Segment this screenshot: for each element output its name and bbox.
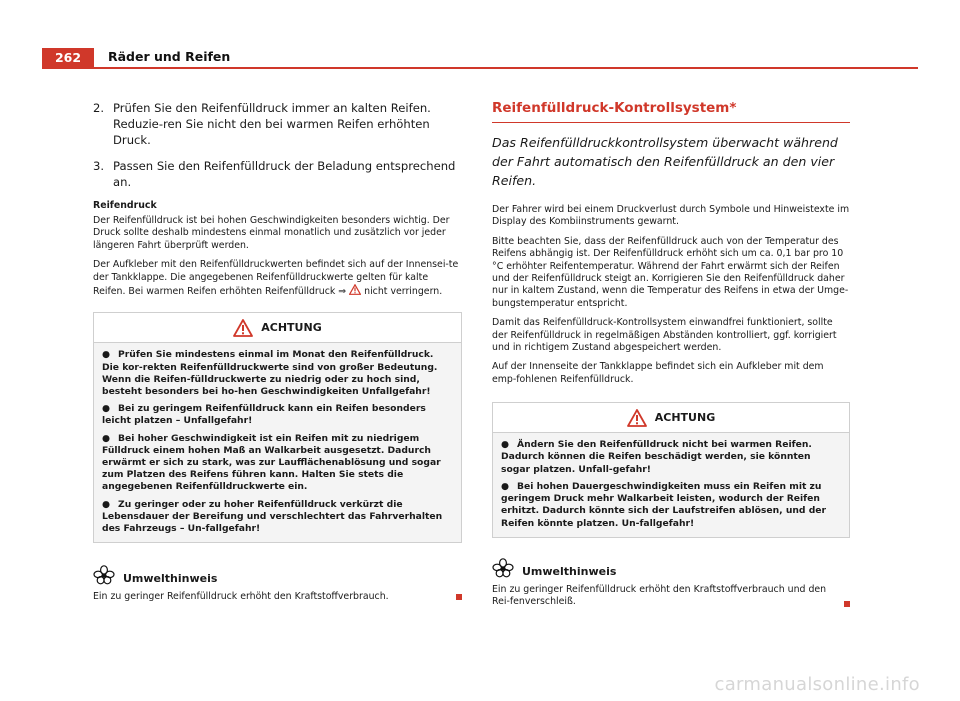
left-column [93, 100, 462, 604]
warning-item: ● Ändern Sie den Reifenfülldruck nicht bei warmen Reifen. Dadurch können die Reifen beschädigt werden, sie könnten sogar platzen. Unfall-gefahr! [501, 439, 812, 475]
warning-triangle-icon [627, 409, 647, 427]
warning-header [94, 313, 461, 343]
environment-header [492, 558, 850, 578]
warning-title: ACHTUNG [654, 411, 716, 425]
paragraph: Bitte beachten Sie, dass der Reifenfülldruck auch von der Temperatur des Reifens abhängig ist. Der Reifenfülldruck erhöht sich um ca. 0,1 bar pro 10 °C erhöhter Reifentemperatur. Während der Fahrt erwärmt sich der Reifen und der Reifenfülldruck steigt an. Korrigieren Sie den Reifenfülldruck daher nur in kaltem Zustand, wenn die Temperatur des Reifens in etwa der Umge-bungstemperatur entspricht. [492, 235, 849, 309]
flower-icon [492, 558, 514, 578]
flower-icon [93, 565, 115, 585]
paragraph: Damit das Reifenfülldruck-Kontrollsystem einwandfrei funktioniert, sollte der Reifenfülldruck in regelmäßigen Abständen kontrolliert, ggf. korrigiert und in richtigem Zustand abgespeichert werden. [492, 317, 837, 354]
warning-item: ● Prüfen Sie mindestens einmal im Monat den Reifenfülldruck. Die kor-rekten Reifenfülldruckwerte sind von großer Bedeutung. Wenn die Reifen-fülldruckwerte zu niedrig oder zu hoch sind, besteht besonders bei ho-hen Geschwindigkeiten Unfallgefahr! [102, 349, 438, 398]
list-text: Passen Sie den Reifenfülldruck der Beladung entsprechend an. [113, 159, 456, 189]
header-rule [42, 67, 918, 69]
warning-item: ● Bei hohen Dauergeschwindigkeiten muss ein Reifen mit zu geringem Druck mehr Walkarbeit leisten, wodurch der Reifen erhitzt. Dadurch könnte sich der Laufstreifen ablösen, und der Reifen könnte platzen. Un-fallgefahr! [501, 480, 827, 529]
end-of-section-mark [456, 594, 462, 600]
warning-header [493, 403, 849, 433]
watermark: carmanualsonline.info [714, 674, 920, 695]
paragraph: Auf der Innenseite der Tankklappe befindet sich ein Aufkleber mit dem emp-fohlenen Reifenfülldruck. [492, 361, 824, 385]
lead-text: Das Reifenfülldruckkontrollsystem überwacht während der Fahrt automatisch den Reifenfülldruck an den vier Reifen. [492, 135, 838, 188]
list-number: 3. [93, 159, 105, 173]
list-text: Prüfen Sie den Reifenfülldruck immer an kalten Reifen. Reduzie-ren Sie nicht den bei warmen Reifen erhöhten Druck. [113, 101, 431, 147]
subheading: Reifendruck [93, 200, 157, 211]
right-column [492, 100, 850, 609]
paragraph: Der Fahrer wird bei einem Druckverlust durch Symbole und Hinweistexte im Display des Kombiinstruments gewarnt. [492, 204, 850, 228]
warning-triangle-icon [349, 284, 361, 295]
environment-header [93, 565, 462, 585]
section-title: Reifenfülldruck-Kontrollsystem* [492, 100, 850, 123]
paragraph-text: Der Aufkleber mit den Reifenfülldruckwerten befindet sich auf der Innensei-te der Tankklappe. Die angegebenen Reifenfülldruckwerte gelten für kalte Reifen. Bei warmen Reifen erhöhten Reifenfülldruck ⇒ [93, 259, 459, 298]
warning-box [93, 312, 462, 543]
warning-box [492, 402, 850, 537]
page-number: 262 [42, 48, 94, 68]
warning-triangle-icon [233, 319, 253, 337]
warning-body [94, 343, 461, 542]
list-item [93, 158, 462, 190]
list-number: 2. [93, 101, 105, 115]
paragraph [93, 259, 462, 298]
chapter-title: Räder und Reifen [108, 49, 231, 64]
warning-item: ● Bei hoher Geschwindigkeit ist ein Reifen mit zu niedrigem Fülldruck einem hohen Maß an Walkarbeit ausgesetzt. Dadurch erwärmt er sich zu stark, was zur Laufflächenablösung und sogar zum Platzen des Reifens führen kann. Halten Sie stets die angegebenen Reifenfülldruckwerte ein. [102, 432, 441, 493]
environment-text: Ein zu geringer Reifenfülldruck erhöht den Kraftstoffverbrauch und den Rei-fenverschleiß. [492, 584, 850, 609]
paragraph: Der Reifenfülldruck ist bei hohen Geschwindigkeiten besonders wichtig. Der Druck sollte deshalb mindestens einmal monatlich und zusätzlich vor jeder längeren Fahrt überprüft werden. [93, 215, 450, 251]
paragraph-text: nicht verringern. [364, 286, 443, 298]
warning-title: ACHTUNG [261, 321, 322, 335]
warning-item: ● Zu geringer oder zu hoher Reifenfülldruck verkürzt die Lebensdauer der Bereifung und verschlechtert das Fahrverhalten des Fahrzeugs – Un-fallgefahr! [102, 498, 443, 535]
list-item [93, 100, 462, 148]
warning-item: ● Bei zu geringem Reifenfülldruck kann ein Reifen besonders leicht platzen – Unfallgefahr! [102, 403, 426, 427]
environment-text: Ein zu geringer Reifenfülldruck erhöht den Kraftstoffverbrauch. [93, 591, 462, 603]
environment-title: Umwelthinweis [123, 572, 218, 586]
end-of-section-mark [844, 601, 850, 607]
warning-body [493, 433, 849, 536]
environment-title: Umwelthinweis [522, 564, 617, 578]
